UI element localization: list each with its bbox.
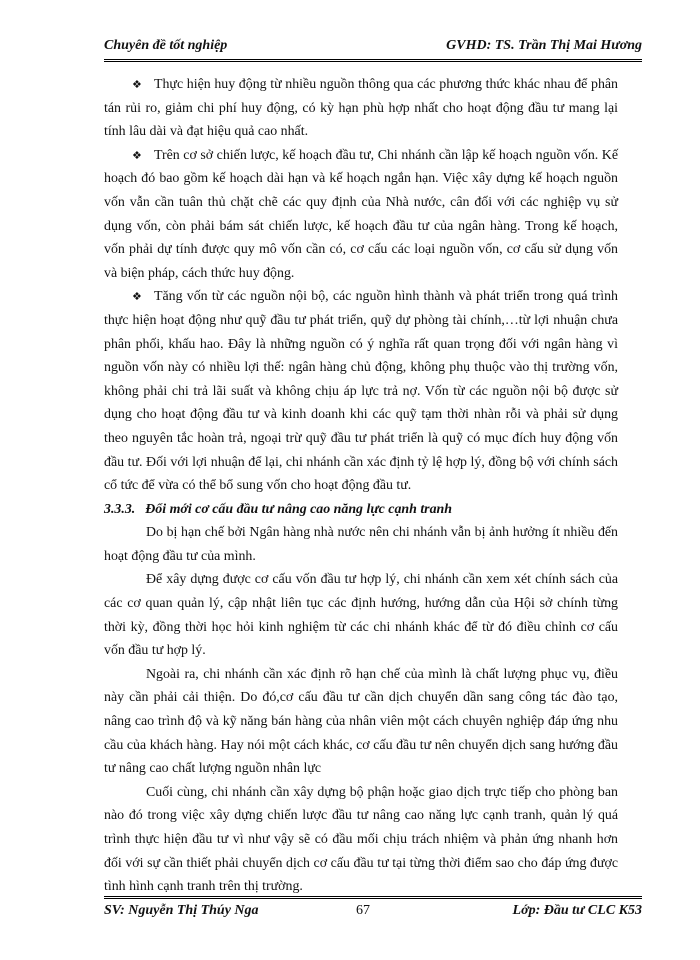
bullet-paragraph-2 <box>104 144 618 286</box>
section-heading <box>104 498 618 522</box>
footer-class: Lớp: Đầu tư CLC K53 <box>512 903 642 918</box>
bullet-icon: ❖ <box>132 78 142 91</box>
body-paragraph-2: Để xây dựng được cơ cấu vốn đầu tư hợp lý, chi nhánh cần xem xét chính sách của các cơ quan quản lý, cập nhật liên tục các định hướng, hướng dẫn của Hội sở chính từng thời kỳ, đồng thời học hỏi kinh nghiệm từ các chi nhánh khác để từ đó điều chỉnh cơ cấu vốn đầu tư hợp lý. <box>104 572 618 659</box>
bullet-paragraph-3 <box>104 285 618 497</box>
section-number: 3.3.3. <box>104 501 136 517</box>
page-number: 67 <box>356 903 370 918</box>
header-title: Chuyên đề tốt nghiệp <box>104 38 228 53</box>
footer-rule <box>104 896 642 899</box>
header-rule <box>104 59 642 62</box>
bullet-text: Tăng vốn từ các nguồn nội bộ, các nguồn hình thành và phát triển trong quá trình thực hiện hoạt động như quỹ đầu tư phát triển, quỹ dự phòng tài chính,…từ lợi nhuận chưa phân phối, khấu hao. Đây là những nguồn có ý nghĩa rất quan trọng đối với ngân hàng vì nguồn vốn này có nhiều lợi thế: ngân hàng chủ động, không phụ thuộc vào thị trường vốn, không phải chi trả lãi suất và không chịu áp lực trả nợ. Vốn từ các nguồn nội bộ được sử dụng cho hoạt động đầu tư và kinh doanh khi các quỹ tạm thời nhàn rỗi và phải sử dụng theo nguyên tắc hoàn trả, ngoại trừ quỹ đầu tư phát triển là quỹ có mục đích huy động vốn đầu tư. Đối với lợi nhuận để lại, chi nhánh cần xác định tỷ lệ hợp lý, đồng bộ với chính sách cổ tức để vừa có thể bổ sung vốn cho hoạt động đầu tư. <box>104 289 618 494</box>
page-footer <box>104 903 642 919</box>
page-header <box>104 38 642 54</box>
section-title: Đổi mới cơ cấu đầu tư nâng cao năng lực cạnh tranh <box>145 501 452 517</box>
bullet-paragraph-1 <box>104 73 618 144</box>
bullet-icon: ❖ <box>132 148 142 162</box>
bullet-icon: ❖ <box>132 290 142 304</box>
footer-student: SV: Nguyễn Thị Thúy Nga <box>104 903 259 918</box>
header-supervisor: GVHD: TS. Trần Thị Mai Hương <box>446 38 642 53</box>
bullet-text: Trên cơ sở chiến lược, kế hoạch đầu tư, Chi nhánh cần lập kế hoạch nguồn vốn. Kế hoạch đó bao gồm kế hoạch dài hạn và kế hoạch ngắn hạn. Việc xây dựng kế hoạch nguồn vốn vẫn cần tuân thủ chặt chẽ các quy định của Nhà nước, cân đối với các nghiệp vụ sử dụng vốn, còn phải bám sát chiến lược, kế hoạch đầu tư của ngân hàng. Trong kế hoạch, vốn phải dự tính được quy mô vốn cần có, cơ cấu các loại nguồn vốn, cơ cấu sử dụng vốn và biện pháp, cách thức huy động. <box>104 147 618 281</box>
body-paragraph-1: Do bị hạn chế bởi Ngân hàng nhà nước nên chi nhánh vẫn bị ảnh hưởng ít nhiều đến hoạt động đầu tư của mình. <box>104 525 618 564</box>
document-body <box>104 73 618 899</box>
body-paragraph-4: Cuối cùng, chi nhánh cần xây dựng bộ phận hoặc giao dịch trực tiếp cho phòng ban nào đó trong việc xây dựng chiến lược đầu tư nâng cao năng lực cạnh tranh, quản lý quá trình thực hiện đầu tư vì như vậy sẽ có đầu mối chịu trách nhiệm và phản ứng nhanh hơn đối với sự cần thiết phải chuyển dịch cơ cấu đầu tư tại từng thời điểm sao cho đáp ứng được tình hình cạnh tranh trên thị trường. <box>104 784 618 895</box>
bullet-text: Thực hiện huy động từ nhiều nguồn thông qua các phương thức khác nhau để phân tán rủi ro, giảm chi phí huy động, có kỳ hạn phù hợp nhất cho hoạt động đầu tư mang lại tính lâu dài và đạt hiệu quả cao nhất. <box>104 77 618 140</box>
body-paragraph-3: Ngoài ra, chi nhánh cần xác định rõ hạn chế của mình là chất lượng phục vụ, điều này cần phải cải thiện. Do đó,cơ cấu đầu tư cần dịch chuyển dần sang công tác đào tạo, nâng cao trình độ và kỹ năng bán hàng của nhân viên một cách chuyên nghiệp đáp ứng nhu cầu của khách hàng. Hay nói một cách khác, cơ cấu đầu tư nên chuyển dịch sang hướng đầu tư nâng cao chất lượng nguồn nhân lực <box>104 666 618 777</box>
